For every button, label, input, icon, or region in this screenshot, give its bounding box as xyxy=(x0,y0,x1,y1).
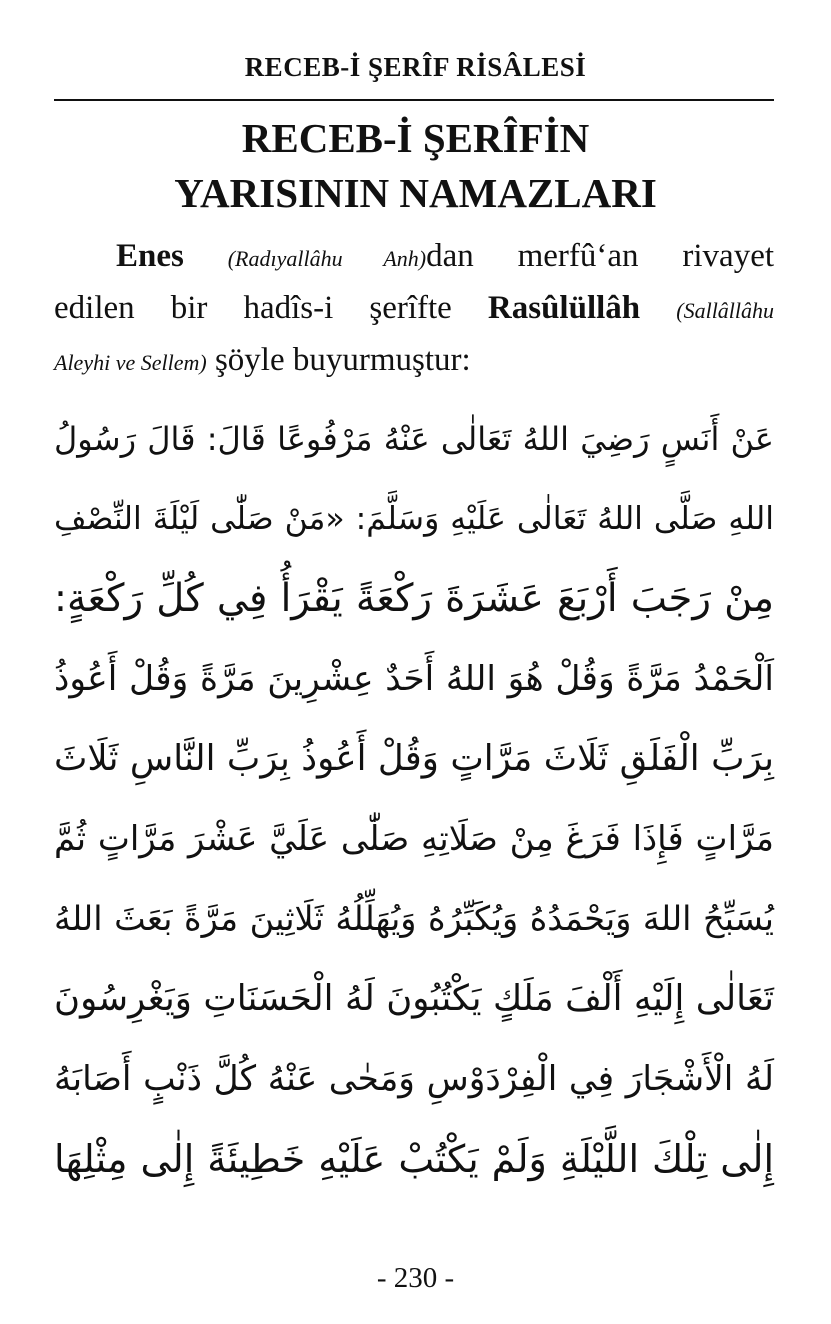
intro-line-3-text: şöyle buyurmuştur: xyxy=(214,342,471,378)
chapter-title-line-2: YARISININ NAMAZLARI xyxy=(174,170,657,216)
arabic-line: تَعَالٰى إِلَيْهِ أَلْفَ مَلَكٍ يَكْتُبُونَ لَهُ الْحَسَنَاتِ وَيَغْرِسُونَ xyxy=(54,978,774,1019)
arabic-line: يُسَبِّحُ اللهَ وَيَحْمَدُهُ وَيُكَبِّرُهُ وَيُهَلِّلُهُ ثَلَاثِينَ مَرَّةً بَعَثَ اللهُ xyxy=(54,899,774,938)
narrator-honorific: (Radıyallâhu Anh) xyxy=(227,246,427,271)
arabic-line: بِرَبِّ الْفَلَقِ ثَلَاثَ مَرَّاتٍ وَقُلْ أَعُوذُ بِرَبِّ النَّاسِ ثَلَاثَ xyxy=(54,738,774,779)
intro-line-2 xyxy=(54,282,774,337)
intro-line-1-text: dan merfû‘an rivayet xyxy=(426,238,775,274)
prophet-honorific-end: Aleyhi ve Sellem) xyxy=(54,350,207,375)
arabic-line: مِنْ رَجَبَ أَرْبَعَ عَشَرَةَ رَكْعَةً يَقْرَأُ فِي كُلِّ رَكْعَةٍ: xyxy=(54,576,774,621)
chapter-title-line-1: RECEB-İ ŞERÎFİN xyxy=(241,115,590,161)
arabic-line: مَرَّاتٍ فَإِذَا فَرَغَ مِنْ صَلَاتِهِ صَلّٰى عَلَيَّ عَشْرَ مَرَّاتٍ ثُمَّ xyxy=(54,819,774,859)
page-number: - 230 - xyxy=(376,1262,455,1294)
prophet-name: Rasûlüllâh xyxy=(487,290,641,326)
arabic-line: لَهُ الْأَشْجَارَ فِي الْفِرْدَوْسِ وَمَحٰى عَنْهُ كُلَّ ذَنْبٍ أَصَابَهُ xyxy=(54,1059,774,1099)
arabic-line: اَلْحَمْدُ مَرَّةً وَقُلْ هُوَ اللهُ أَحَدٌ عِشْرِينَ مَرَّةً وَقُلْ أَعُوذُ xyxy=(54,659,774,699)
narrator-name: Enes xyxy=(116,238,184,274)
running-header: RECEB-İ ŞERÎF RİSÂLESİ xyxy=(244,52,587,82)
intro-line-1 xyxy=(54,230,774,285)
arabic-line: إِلٰى تِلْكَ اللَّيْلَةِ وَلَمْ يَكْتُبْ عَلَيْهِ خَطِيئَةً إِلٰى مِثْلِهَا xyxy=(54,1137,774,1181)
intro-line-2-text: edilen bir hadîs-i şerîfte xyxy=(54,290,452,326)
arabic-line: اللهِ صَلَّى اللهُ تَعَالٰى عَلَيْهِ وَسَلَّمَ: «مَنْ صَلّٰى لَيْلَةَ النِّصْفِ xyxy=(54,501,774,537)
header-rule xyxy=(54,99,774,101)
arabic-line: عَنْ أَنَسٍ رَضِيَ اللهُ تَعَالٰى عَنْهُ مَرْفُوعًا قَالَ: قَالَ رَسُولُ xyxy=(54,420,774,458)
intro-line-3 xyxy=(54,334,774,389)
prophet-honorific-start: (Sallâllâhu xyxy=(676,298,775,323)
